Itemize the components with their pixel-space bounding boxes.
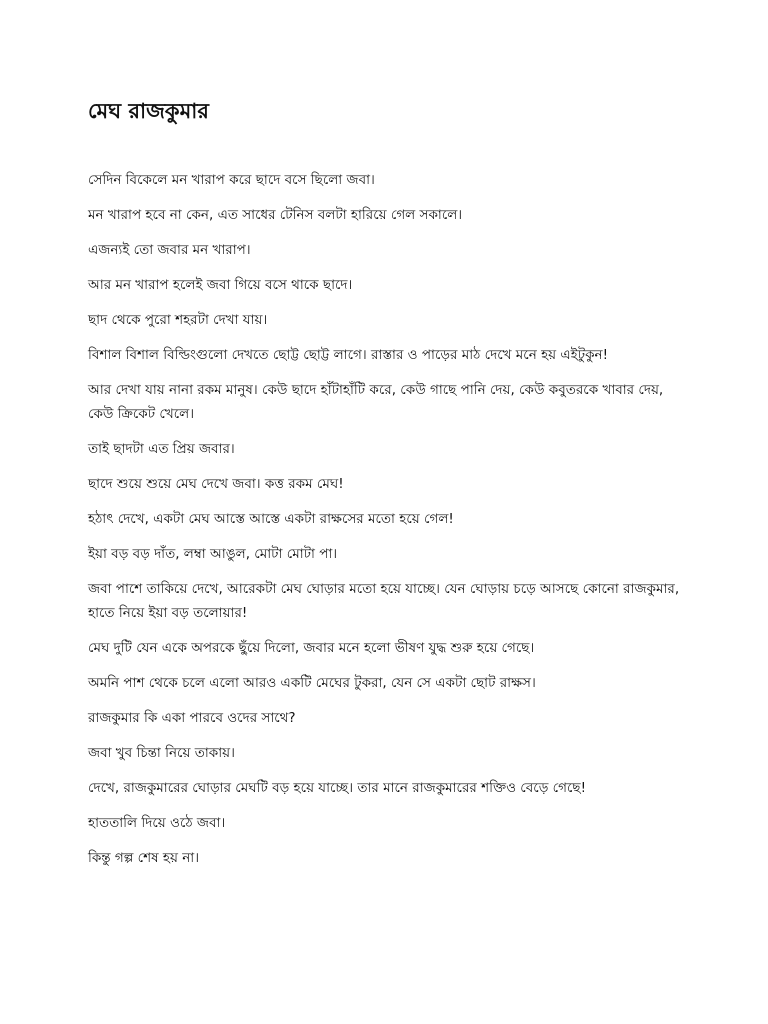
paragraph: দেখে, রাজকুমারের ঘোড়ার মেঘটি বড় হয়ে যাচ্ছে। তার মানে রাজকুমারের শক্তিও বেড়ে গেছে! [88,780,586,796]
paragraph: জবা পাশে তাকিয়ে দেখে, আরেকটা মেঘ ঘোড়ার মতো হয়ে যাচ্ছে। যেন ঘোড়ায় চড়ে আসছে কোনো রাজকুমার, হাতে নিয়ে ইয়া বড় তলোয়ার! [88,581,680,621]
paragraph: ছাদে শুয়ে শুয়ে মেঘ দেখে জবা। কত্ত রকম মেঘ! [88,476,344,492]
paragraph: অমনি পাশ থেকে চলে এলো আরও একটি মেঘের টুকরা, যেন সে একটা ছোট রাক্ষস। [88,675,536,691]
paragraph: হাততালি দিয়ে ওঠে জবা। [88,815,226,831]
story-body [88,168,680,870]
paragraph: রাজকুমার কি একা পারবে ওদের সাথে? [88,710,296,726]
paragraph: আর দেখা যায় নানা রকম মানুষ। কেউ ছাদে হাঁটাহাঁটি করে, কেউ গাছে পানি দেয়, কেউ কবুতরকে খাবার দেয়, কেউ ক্রিকেট খেলে। [88,382,664,422]
paragraph: তাই ছাদটা এত প্রিয় জবার। [88,441,235,457]
paragraph: বিশাল বিশাল বিল্ডিংগুলো দেখতে ছোট্ট ছোট্ট লাগে। রাস্তার ও পাড়ের মাঠ দেখে মনে হয় এইটুকুন! [88,347,608,363]
paragraph: কিন্তু গল্প শেষ হয় না। [88,850,200,866]
paragraph: এজন্যই তো জবার মন খারাপ। [88,242,251,258]
paragraph: সেদিন বিকেলে মন খারাপ করে ছাদে বসে ছিলো জবা। [88,172,375,188]
paragraph: আর মন খারাপ হলেই জবা গিয়ে বসে থাকে ছাদে। [88,277,353,293]
story-title: মেঘ রাজকুমার [88,99,209,123]
paragraph: হঠাৎ দেখে, একটা মেঘ আস্তে আস্তে একটা রাক্ষসের মতো হয়ে গেল! [88,511,454,527]
paragraph: ইয়া বড় বড় দাঁত, লম্বা আঙুল, মোটা মোটা পা। [88,546,338,562]
paragraph: ছাদ থেকে পুরো শহরটা দেখা যায়। [88,312,268,328]
paragraph: মেঘ দুটি যেন একে অপরকে ছুঁয়ে দিলো, জবার মনে হলো ভীষণ যুদ্ধ শুরু হয়ে গেছে। [88,640,535,656]
paragraph: জবা খুব চিন্তা নিয়ে তাকায়। [88,745,235,761]
paragraph: মন খারাপ হবে না কেন, এত সাধের টেনিস বলটা হারিয়ে গেল সকালে। [88,207,463,223]
